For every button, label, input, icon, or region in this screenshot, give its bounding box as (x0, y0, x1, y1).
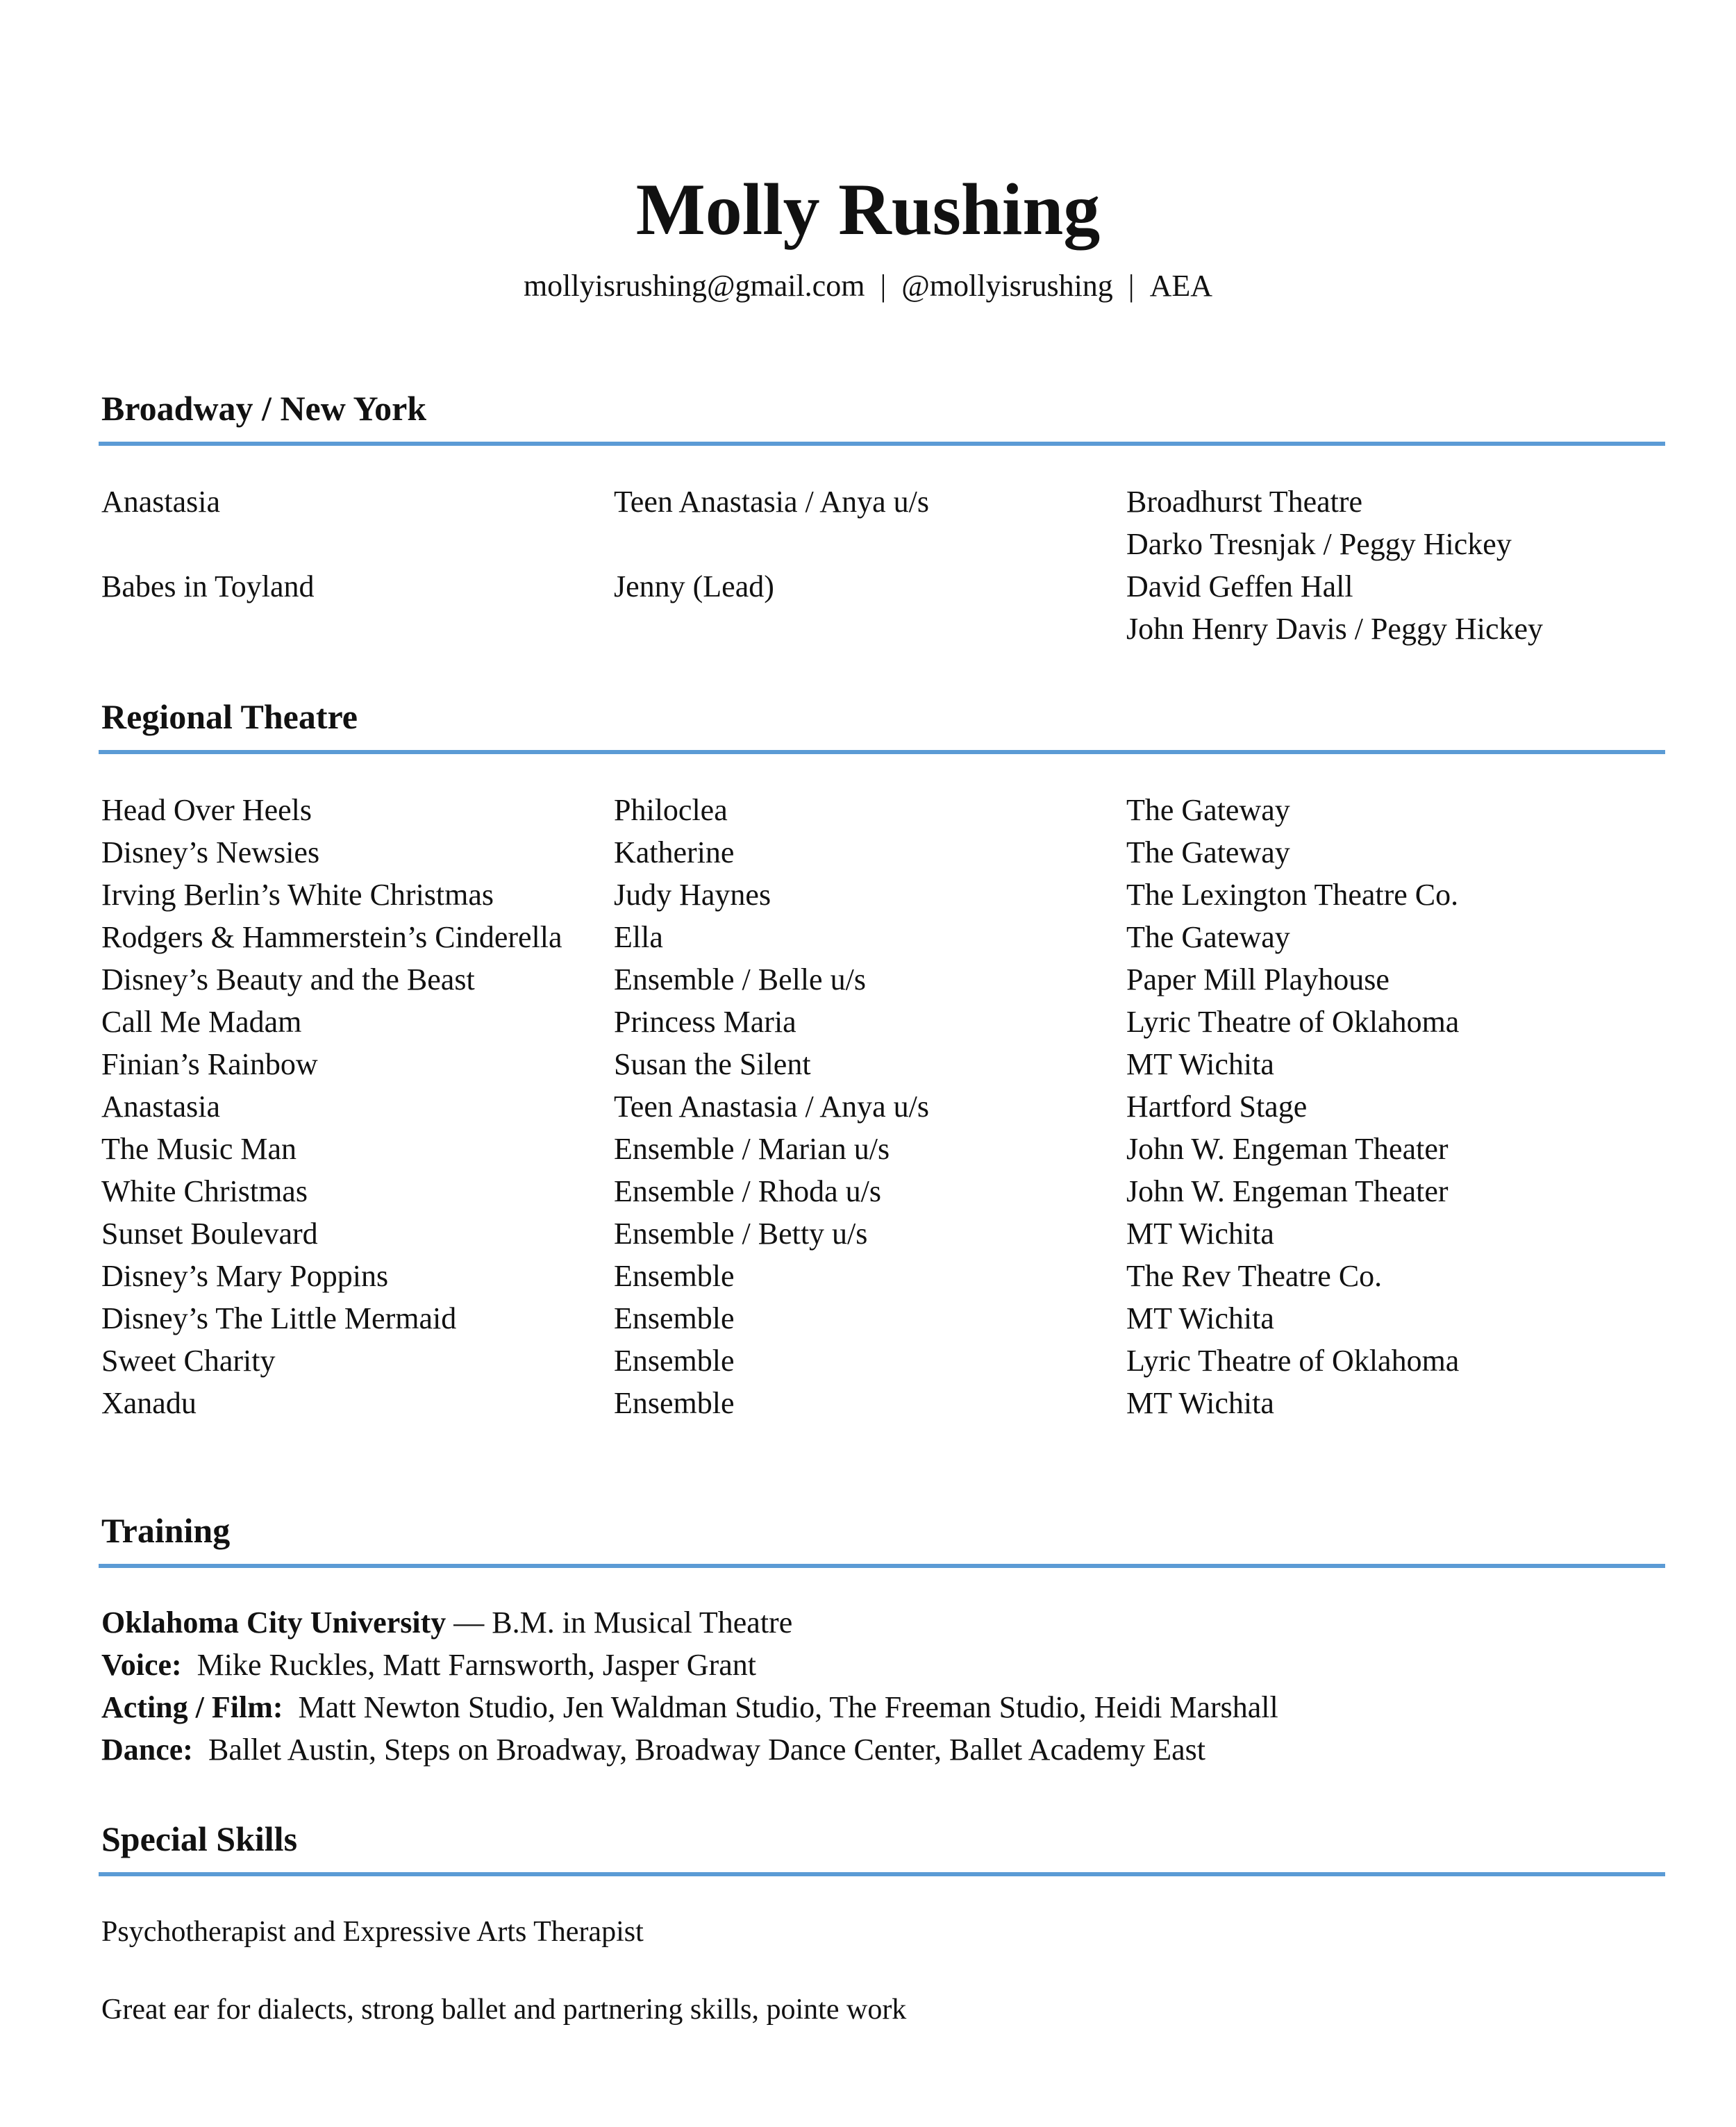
venue: David Geffen Hall (1126, 569, 1353, 603)
venue: Paper Mill Playhouse (1126, 962, 1389, 996)
venue: MT Wichita (1126, 1217, 1274, 1251)
credit-row (101, 789, 1664, 831)
show-title: Xanadu (101, 1386, 197, 1420)
broadway-credits (101, 481, 1664, 650)
show-title: Babes in Toyland (101, 569, 315, 603)
credit-row (101, 481, 1664, 565)
training-block (101, 1601, 1664, 1771)
voice-label: Voice: (101, 1648, 182, 1682)
credit-row (101, 958, 1664, 1001)
acting-teachers: Matt Newton Studio, Jen Waldman Studio, The Freeman Studio, Heidi Marshall (298, 1690, 1278, 1724)
contact-line (0, 268, 1736, 304)
credit-row (101, 1297, 1664, 1340)
role: Ensemble / Belle u/s (614, 962, 866, 996)
venue: MT Wichita (1126, 1386, 1274, 1420)
credit-row (101, 1001, 1664, 1043)
social-handle: @mollyisrushing (901, 269, 1113, 303)
role: Ensemble (614, 1344, 735, 1378)
show-title: Sunset Boulevard (101, 1217, 318, 1251)
creative-team: Darko Tresnjak / Peggy Hickey (1126, 527, 1512, 561)
venue: The Lexington Theatre Co. (1126, 878, 1459, 912)
section-title-broadway: Broadway / New York (101, 389, 427, 428)
venue: John W. Engeman Theater (1126, 1174, 1449, 1208)
credit-row (101, 1170, 1664, 1212)
venue: Lyric Theatre of Oklahoma (1126, 1005, 1460, 1039)
role: Ensemble (614, 1301, 735, 1335)
section-title-training: Training (101, 1511, 231, 1550)
venue: Lyric Theatre of Oklahoma (1126, 1344, 1460, 1378)
venue: Broadhurst Theatre (1126, 485, 1363, 519)
credit-row (101, 1128, 1664, 1170)
venue: The Gateway (1126, 835, 1290, 869)
degree: B.M. in Musical Theatre (492, 1605, 793, 1640)
training-row-dance (101, 1728, 1664, 1771)
credit-row (101, 916, 1664, 958)
credit-row (101, 1255, 1664, 1297)
school-name: Oklahoma City University (101, 1605, 446, 1640)
union-affiliation: AEA (1149, 269, 1213, 303)
role: Ensemble / Rhoda u/s (614, 1174, 881, 1208)
show-title: Anastasia (101, 485, 221, 519)
regional-credits (101, 789, 1664, 1424)
role: Jenny (Lead) (614, 569, 774, 603)
role: Judy Haynes (614, 878, 771, 912)
role: Ella (614, 920, 663, 954)
dash: — (453, 1605, 485, 1640)
training-row-school (101, 1601, 1664, 1644)
role: Susan the Silent (614, 1047, 811, 1081)
role: Ensemble (614, 1386, 735, 1420)
section-divider (99, 1872, 1665, 1876)
venue: John W. Engeman Theater (1126, 1132, 1449, 1166)
venue: The Gateway (1126, 793, 1290, 827)
section-divider (99, 1564, 1665, 1568)
separator: | (880, 269, 887, 303)
venue: The Gateway (1126, 920, 1290, 954)
dance-studios: Ballet Austin, Steps on Broadway, Broadway Dance Center, Ballet Academy East (208, 1733, 1206, 1767)
credit-row (101, 1212, 1664, 1255)
show-title: Disney’s The Little Mermaid (101, 1301, 457, 1335)
role: Teen Anastasia / Anya u/s (614, 1090, 929, 1124)
show-title: Sweet Charity (101, 1344, 276, 1378)
show-title: Anastasia (101, 1090, 221, 1124)
credit-row (101, 1085, 1664, 1128)
training-row-acting (101, 1686, 1664, 1728)
show-title: Disney’s Newsies (101, 835, 320, 869)
credit-row (101, 1340, 1664, 1382)
show-title: Disney’s Beauty and the Beast (101, 962, 475, 996)
venue: The Rev Theatre Co. (1126, 1259, 1383, 1293)
acting-label: Acting / Film: (101, 1690, 283, 1724)
role: Katherine (614, 835, 735, 869)
resume-name: Molly Rushing (635, 169, 1101, 250)
credit-row (101, 874, 1664, 916)
creative-team: John Henry Davis / Peggy Hickey (1126, 612, 1544, 646)
show-title: Call Me Madam (101, 1005, 302, 1039)
role: Philoclea (614, 793, 728, 827)
show-title: White Christmas (101, 1174, 308, 1208)
credit-row (101, 1043, 1664, 1085)
section-divider (99, 750, 1665, 754)
venue: MT Wichita (1126, 1047, 1274, 1081)
section-title-skills: Special Skills (101, 1819, 298, 1858)
role: Teen Anastasia / Anya u/s (614, 485, 929, 519)
show-title: Head Over Heels (101, 793, 312, 827)
venue-block (1126, 481, 1664, 565)
training-row-voice (101, 1644, 1664, 1686)
show-title: Disney’s Mary Poppins (101, 1259, 389, 1293)
email: mollyisrushing@gmail.com (523, 269, 865, 303)
section-divider (99, 442, 1665, 446)
skills-line: Psychotherapist and Expressive Arts Therapist (101, 1916, 644, 1948)
credit-row (101, 1382, 1664, 1424)
venue: MT Wichita (1126, 1301, 1274, 1335)
dance-label: Dance: (101, 1733, 193, 1767)
show-title: Finian’s Rainbow (101, 1047, 318, 1081)
separator: | (1128, 269, 1135, 303)
role: Ensemble / Marian u/s (614, 1132, 890, 1166)
voice-teachers: Mike Ruckles, Matt Farnsworth, Jasper Grant (197, 1648, 756, 1682)
show-title: Rodgers & Hammerstein’s Cinderella (101, 920, 562, 954)
credit-row (101, 831, 1664, 874)
venue-block (1126, 565, 1664, 650)
show-title: The Music Man (101, 1132, 297, 1166)
venue: Hartford Stage (1126, 1090, 1308, 1124)
show-title: Irving Berlin’s White Christmas (101, 878, 494, 912)
role: Princess Maria (614, 1005, 796, 1039)
section-title-regional: Regional Theatre (101, 697, 358, 736)
skills-line: Great ear for dialects, strong ballet and partnering skills, pointe work (101, 1994, 907, 2026)
role: Ensemble / Betty u/s (614, 1217, 868, 1251)
role: Ensemble (614, 1259, 735, 1293)
credit-row (101, 565, 1664, 650)
